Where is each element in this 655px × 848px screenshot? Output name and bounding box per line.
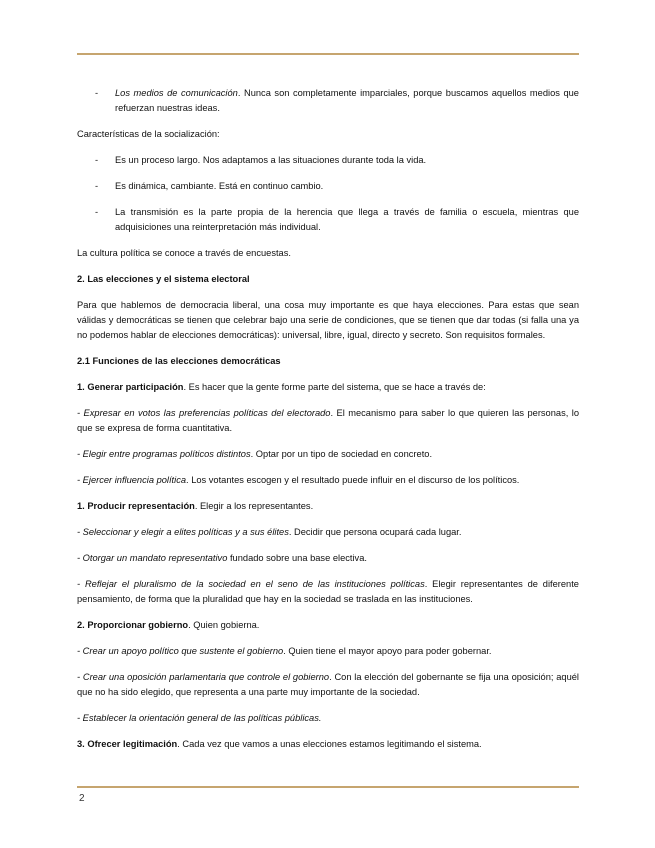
header-rule [77,53,579,55]
bullet-dash: - [95,155,99,165]
item-italic: - Crear un apoyo político que sustente el gobierno [77,646,284,656]
item-text: . Decidir que persona ocupará cada lugar. [288,527,462,537]
item-crear-oposicion [77,670,579,700]
bullet-item-proceso [77,153,579,168]
caracteristicas-heading: Características de la socialización: [77,129,220,139]
item-proporcionar-gobierno [77,618,579,633]
item-italic: - Seleccionar y elegir a elites políticas y a sus élites [77,527,289,537]
bullet-text: . Nunca son completamente imparciales, porque buscamos aquellos medios que refuerzan nuestras ideas. [115,88,579,113]
item-italic: - Expresar en votos las preferencias políticas del electorado [77,408,331,418]
item-generar-participacion [77,380,579,395]
bullet-dash: - [95,181,99,191]
item-italic: - Otorgar un mandato representativo [77,553,228,563]
item-italic: - Crear una oposición parlamentaria que controle el gobierno [77,672,330,682]
item-italic: - Reflejar el pluralismo de la sociedad en el seno de las instituciones políticas [77,579,425,589]
item-text: . Quien gobierna. [188,620,260,630]
item-seleccionar-elites [77,525,579,540]
bullet-dash: - [95,88,99,98]
item-lead: 1. Producir representación [77,501,195,511]
item-ofrecer-legitimacion [77,737,579,752]
section-2-paragraph: Para que hablemos de democracia liberal, una cosa muy importante es que haya elecciones. Para estas que sean válidas y democráticas se tienen que celebrar bajo una serie de condiciones, que se tienen que dar todas (si falla una ya no podemos hablar de elecciones democráticas): universal, libre, igual, directo y secreto. Son requisitos formales. [77,300,579,340]
bullet-item-transmision [77,205,579,235]
item-text: . Con la elección del gobernante se fija una oposición; aquél que no ha sido elegido, que representa a una parte muy importante de la sociedad. [77,672,579,697]
item-text: fundado sobre una base electiva. [227,553,367,563]
item-italic: - Establecer la orientación general de las políticas públicas. [77,713,322,723]
document-body [77,86,579,763]
item-lead: 2. Proporcionar gobierno [77,620,189,630]
bullet-text: Es un proceso largo. Nos adaptamos a las situaciones durante toda la vida. [115,155,427,165]
item-text: . Optar por un tipo de sociedad en concreto. [250,449,433,459]
item-text: . Elegir representantes de diferente pensamiento, de forma que la pluralidad que hay en la sociedad se traslada en las instituciones. [77,579,579,604]
bullet-italic-term: Los medios de comunicación [115,88,238,98]
bullet-text: La transmisión es la parte propia de la herencia que llega a través de familia o escuela, mientras que adquisiciones una reinterpretación más individual. [115,207,579,232]
item-text: . Es hacer que la gente forme parte del sistema, que se hace a través de: [183,382,486,392]
item-reflejar-pluralismo [77,577,579,607]
item-lead: 3. Ofrecer legitimación [77,739,178,749]
item-ejercer-influencia [77,473,579,488]
page-number: 2 [79,793,85,804]
bullet-item-medios [77,86,579,116]
item-elegir-programas [77,447,579,462]
cultura-paragraph: La cultura política se conoce a través de encuestas. [77,248,291,258]
item-italic: - Elegir entre programas políticos distintos [77,449,251,459]
item-producir-representacion [77,499,579,514]
item-text: . Cada vez que vamos a unas elecciones estamos legitimando el sistema. [177,739,482,749]
bullet-dash: - [95,207,99,217]
item-expresar-votos [77,406,579,436]
item-establecer-orientacion [77,711,579,726]
footer-rule [77,786,579,788]
item-crear-apoyo [77,644,579,659]
item-italic: - Ejercer influencia política [77,475,187,485]
item-text: . Elegir a los representantes. [194,501,314,511]
bullet-text: Es dinámica, cambiante. Está en continuo cambio. [115,181,324,191]
item-otorgar-mandato [77,551,579,566]
item-text: . Quien tiene el mayor apoyo para poder gobernar. [283,646,492,656]
item-text: . El mecanismo para saber lo que quieren las personas, lo que se expresa de forma cuantitativa. [77,408,579,433]
section-2-1-heading: 2.1 Funciones de las elecciones democráticas [77,356,281,366]
section-2-heading: 2. Las elecciones y el sistema electoral [77,274,250,284]
bullet-item-dinamica [77,179,579,194]
item-lead: 1. Generar participación [77,382,184,392]
item-text: . Los votantes escogen y el resultado puede influir en el discurso de los políticos. [186,475,520,485]
